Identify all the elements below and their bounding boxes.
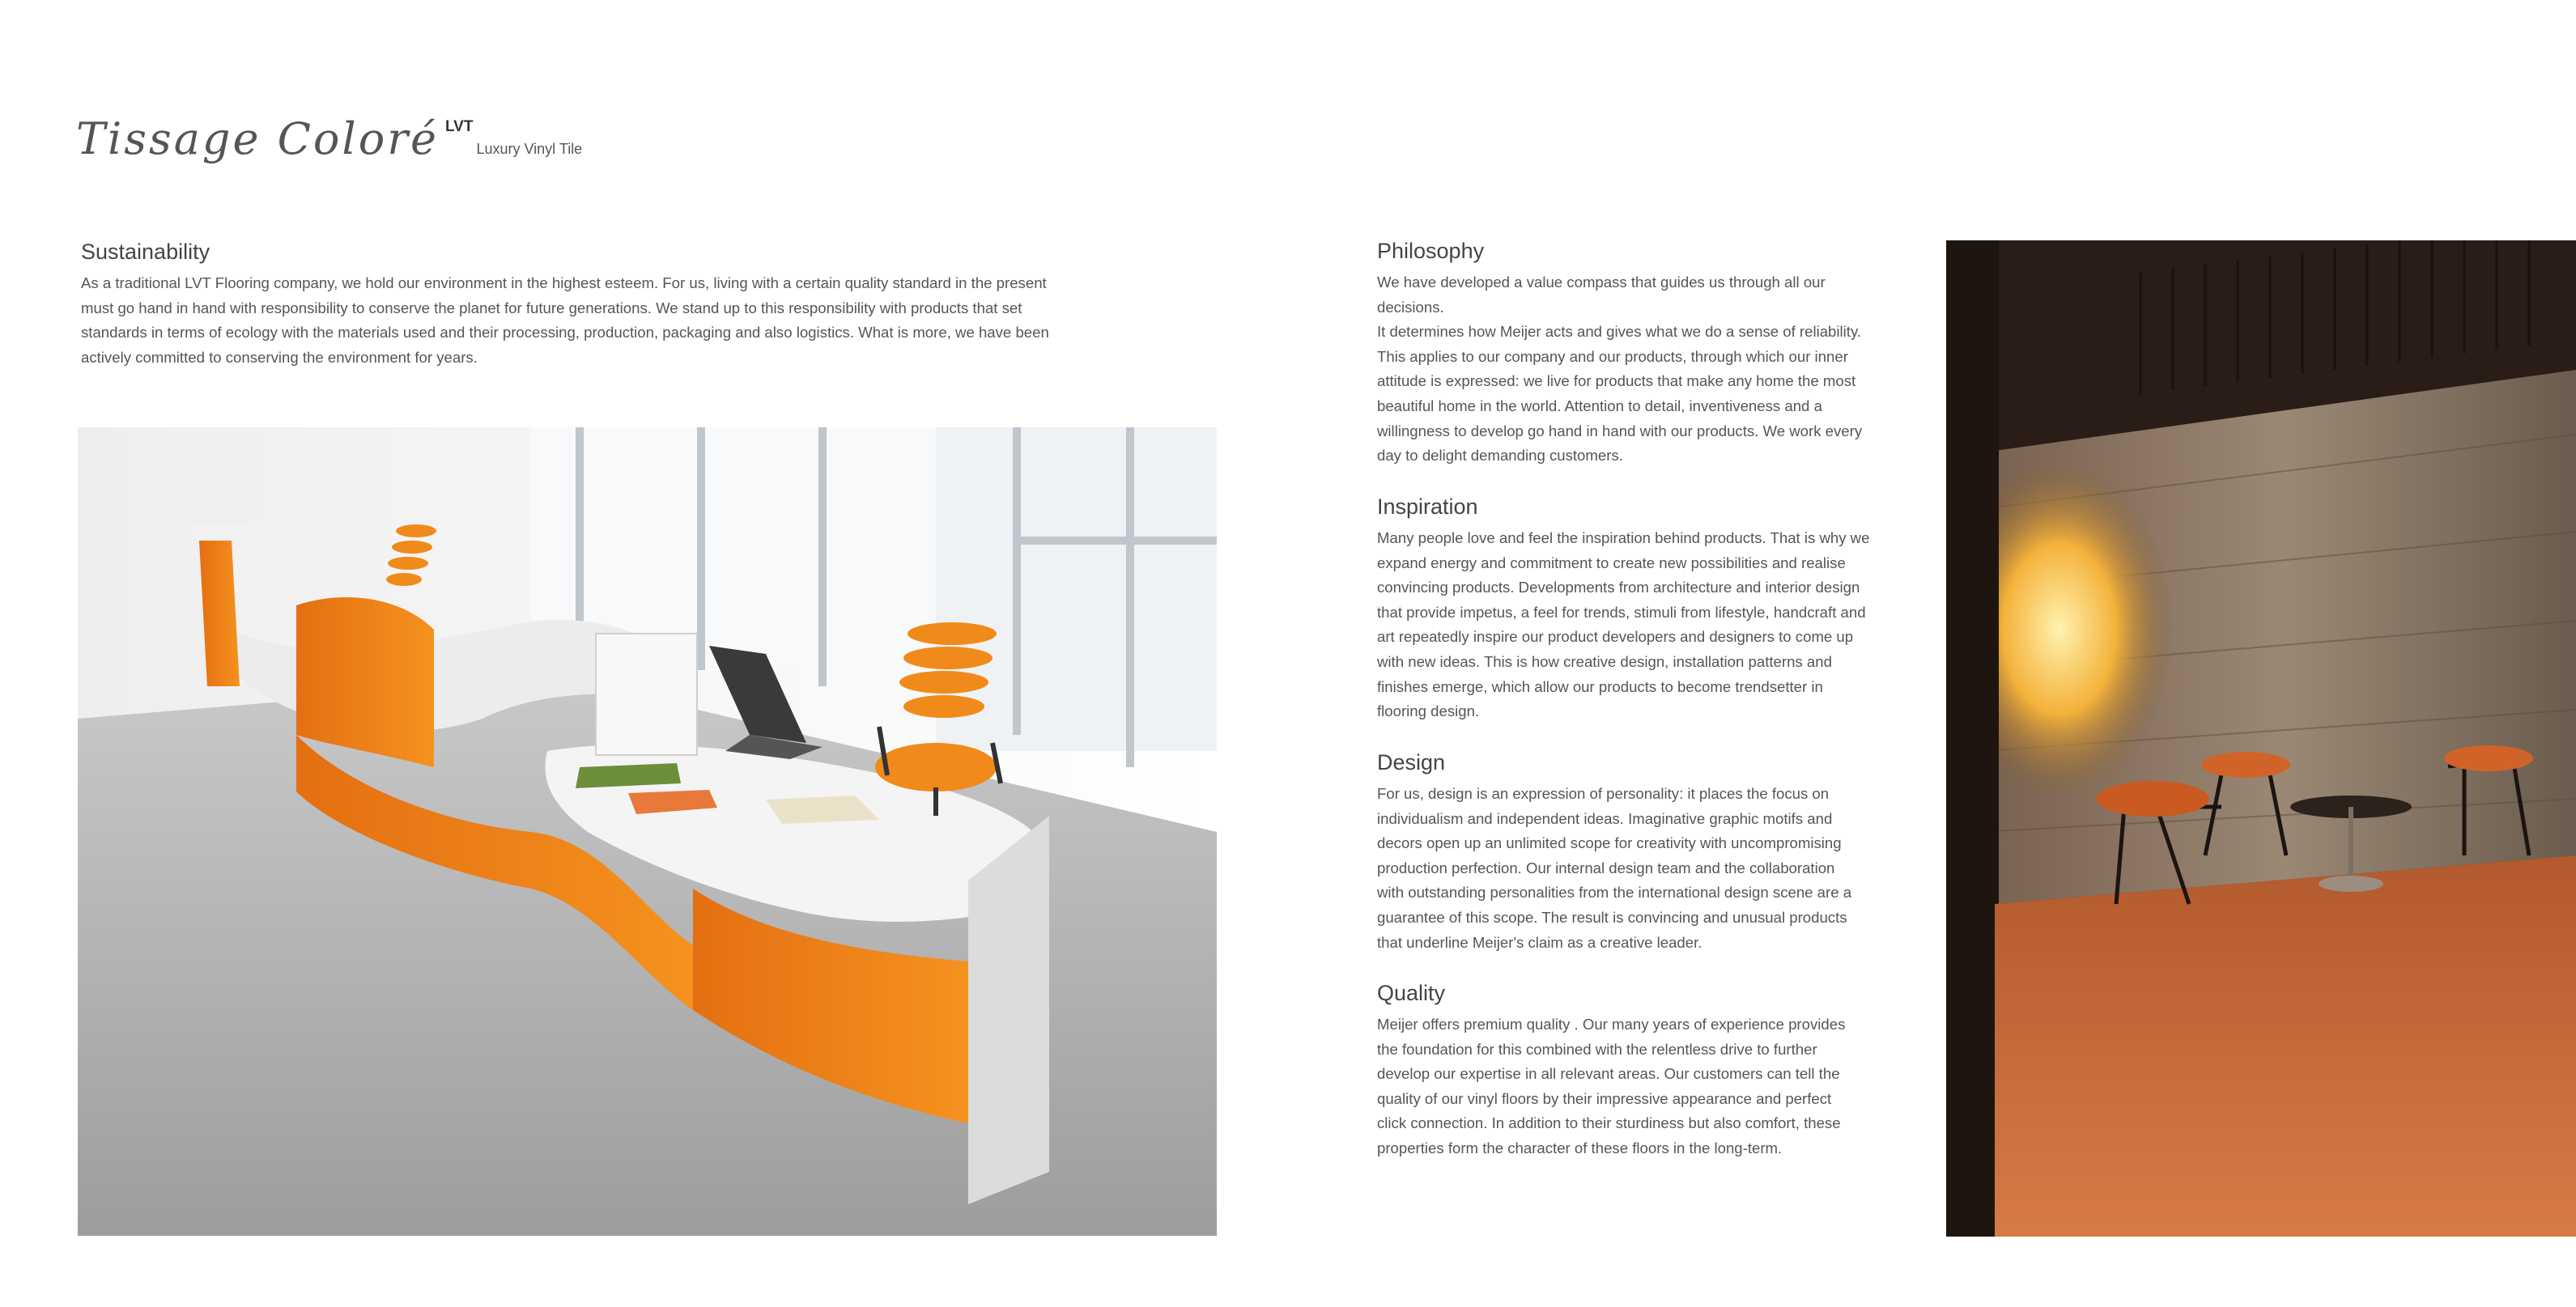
brand-name: Tissage Coloré bbox=[76, 113, 439, 164]
section-title: Design bbox=[1377, 750, 1446, 774]
section-body: We have developed a value compass that guides us through all our decisions. It determines how Meijer acts and gives what we do a sense of reliability. This applies to our company and our products, through which our inner attitude is expressed: we live for products that make any home the most beautiful home in the world. Attention to detail, inventiveness and a willingness to develop go hand in hand with our products. We work every day to delight demanding customers. bbox=[1377, 274, 1863, 465]
brand-subtitle: Luxury Vinyl Tile bbox=[476, 141, 583, 157]
section-philosophy bbox=[1377, 239, 1919, 469]
section-quality bbox=[1377, 981, 1919, 1161]
brand-lvt-tag: LVT bbox=[444, 118, 474, 135]
lounge-photo bbox=[1946, 240, 2576, 1237]
section-sustainability bbox=[81, 240, 1198, 370]
section-body: Many people love and feel the inspiration behind products. That is why we expand energy and commitment to create new possibilities and realise convincing products. Developments from architecture and interior design that provide impetus, a feel for trends, stimuli from lifestyle, handcraft and art repeatedly inspire our product developers and designers to come up with new ideas. This is how creative design, installation patterns and finishes emerge, which allow our products to become trendsetter in flooring design. bbox=[1377, 529, 1870, 720]
section-body: For us, design is an expression of personality: it places the focus on individualism and independent ideas. Imaginative graphic motifs and decors open up an unlimited scope for creativity with uncompromising production perfection. Our internal design team and the collaboration with outstanding personalities from the international design scene are a guarantee of this scope. The result is convincing and unusual products that underline Meijer's claim as a creative leader. bbox=[1377, 785, 1852, 951]
section-body: As a traditional LVT Flooring company, we hold our environment in the highest esteem. For us, living with a certain quality standard in the present must go hand in hand with responsibility to conserve the planet for future generations. We stand up to this responsibility with products that set standards in terms of ecology with the materials used and their processing, production, packaging and also logistics. What is more, we have been actively committed to conserving the environment for years. bbox=[81, 274, 1049, 366]
section-title: Sustainability bbox=[81, 240, 210, 264]
section-design bbox=[1377, 750, 1919, 955]
brand-header bbox=[76, 113, 582, 164]
section-inspiration bbox=[1377, 494, 1919, 724]
section-title: Quality bbox=[1377, 981, 1446, 1005]
reception-desk-photo bbox=[78, 427, 1217, 1236]
section-title: Inspiration bbox=[1377, 494, 1478, 519]
section-body: Meijer offers premium quality . Our many years of experience provides the foundation for this combined with the relentless drive to further develop our expertise in all relevant areas. Our customers can tell the quality of our vinyl floors by their impressive appearance and perfect click connection. In addition to their sturdiness but also comfort, these properties form the character of these floors in the long-term. bbox=[1377, 1016, 1846, 1156]
section-title: Philosophy bbox=[1377, 239, 1485, 263]
